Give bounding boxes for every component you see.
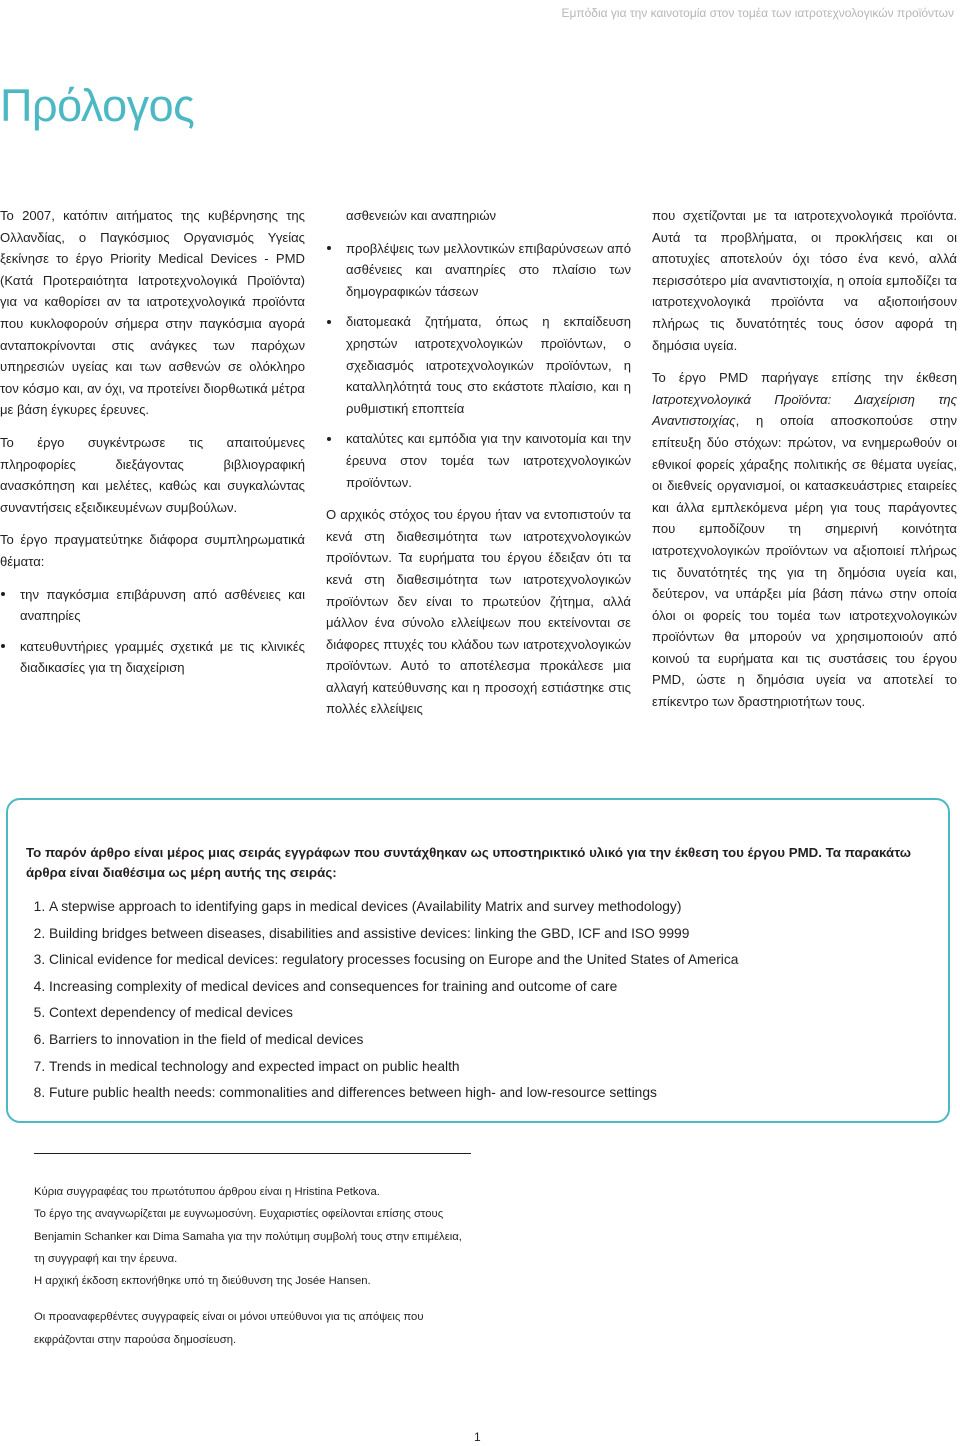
list-item: καταλύτες και εμπόδια για την καινοτομία και την έρευνα στον τομέα των ιατροτεχνολογικών προϊόντων. — [326, 428, 631, 493]
page-title: Πρόλογος — [0, 80, 195, 131]
running-header: Εμπόδια για την καινοτομία στον τομέα των ιατροτεχνολογικών προϊόντων — [561, 6, 954, 20]
series-item: 5. Context dependency of medical devices — [49, 1003, 928, 1023]
report-title: Ιατροτεχνολογικά Προϊόντα: Διαχείριση της Αναντιστοιχίας — [652, 391, 957, 429]
series-info-box — [6, 798, 950, 1123]
credit-line: Το έργο της αναγνωρίζεται με ευγνωμοσύνη. Ευχαριστίες οφείλονται επίσης στους Benjamin Schanker και Dima Samaha για την πολύτιμη συμβολή τους στην επιμέλεια, τη συγγραφή και την έρευνα. — [34, 1208, 462, 1265]
series-item: 4. Increasing complexity of medical devices and consequences for training and outcome of care — [49, 977, 928, 997]
paragraph: Το 2007, κατόπιν αιτήματος της κυβέρνησης της Ολλανδίας, ο Παγκόσμιος Οργανισμός Υγείας ξεκίνησε το έργο Priority Medical Devices - PMD (Κατά Προτεραιότητα Ιατροτεχνολογικά Προϊόντα) για να καθορίσει αν τα ιατροτεχνολογικά προϊόντα που κυκλοφορούν σήμερα στην παγκόσμια αγορά ανταποκρίνονται στις ανάγκες των παρόχων υπηρεσιών υγείας και των ασθενών σε ολόκληρο τον κόσμο και, αν όχι, να προτείνει διορθωτικά μέτρα με βάση έγκυρες έρευνες. — [0, 208, 305, 418]
series-intro: Το παρόν άρθρο είναι μέρος μιας σειράς εγγράφων που συντάχθηκαν ως υποστηρικτικό υλικό για την έκθεση του έργου PMD. Τα παρακάτω άρθρα είναι διαθέσιμα ως μέρη αυτής της σειράς: — [26, 845, 911, 880]
series-item: 8. Future public health needs: commonalities and differences between high- and low-resource settings — [49, 1083, 928, 1103]
paragraph-text: Το έργο PMD παρήγαγε επίσης την έκθεση — [652, 370, 957, 386]
list-item-continuation: ασθενειών και αναπηριών — [346, 208, 497, 223]
credits — [34, 1181, 474, 1351]
text-column-2 — [326, 205, 631, 731]
topic-list — [326, 238, 631, 494]
series-list — [26, 897, 928, 1103]
credit-line: Η αρχική έκδοση εκπονήθηκε υπό τη διεύθυνση της Josée Hansen. — [34, 1275, 371, 1288]
text-column-3 — [652, 205, 957, 724]
list-item: την παγκόσμια επιβάρυνση από ασθένειες και αναπηρίες — [0, 584, 305, 627]
list-item: κατευθυντήριες γραμμές σχετικά με τις κλινικές διαδικασίες για τη διαχείριση — [0, 636, 305, 679]
series-item: 3. Clinical evidence for medical devices: regulatory processes focusing on Europe and the United States of America — [49, 950, 928, 970]
paragraph: Το έργο συγκέντρωσε τις απαιτούμενες πληροφορίες διεξάγοντας βιβλιογραφική ανασκόπηση και μελέτες, καθώς και συγκαλώντας συναντήσεις εξειδικευμένων συμβούλων. — [0, 434, 305, 515]
credit-line: Κύρια συγγραφέας του πρωτότυπου άρθρου είναι η Hristina Petkova. — [34, 1186, 380, 1198]
series-item: 1. A stepwise approach to identifying gaps in medical devices (Availability Matrix and survey methodology) — [49, 897, 928, 917]
divider — [34, 1153, 471, 1154]
text-column-1 — [0, 205, 305, 690]
list-item: προβλέψεις των μελλοντικών επιβαρύνσεων από ασθένειες και αναπηρίες στο πλαίσιο των δημογραφικών τάσεων — [326, 238, 631, 303]
page-number: 1 — [474, 1430, 481, 1444]
series-item: 7. Trends in medical technology and expected impact on public health — [49, 1057, 928, 1077]
topic-list — [0, 584, 305, 679]
paragraph: Ο αρχικός στόχος του έργου ήταν να εντοπιστούν τα κενά στη διαθεσιμότητα των ιατροτεχνολογικών προϊόντων. Τα ευρήματα του έργου έδειξαν ότι τα κενά στη διαθεσιμότητα των ιατροτεχνολογικών προϊόντων δεν είναι το πρωτεύον ζήτημα, αλλά μάλλον ένα σύνολο ελλείψεων που εκτείνονται σε διάφορες πτυχές του κλάδου των ιατροτεχνολογικών προϊόντων. Αυτό το αποτέλεσμα προκάλεσε μια αλλαγή κατεύθυνσης και η προσοχή εστιάστηκε στις πολλές ελλείψεις — [326, 507, 631, 717]
paragraph — [652, 367, 957, 713]
series-item: 2. Building bridges between diseases, disabilities and assistive devices: linking the GBD, ICF and ISO 9999 — [49, 924, 928, 944]
list-item: διατομεακά ζητήματα, όπως η εκπαίδευση χρηστών ιατροτεχνολογικών προϊόντων, ο σχεδιασμός ιατροτεχνολογικών προϊόντων, η καταλληλότητά τους στο εκάστοτε πλαίσιο, και η ρυθμιστική εποπτεία — [326, 311, 631, 419]
paragraph: που σχετίζονται με τα ιατροτεχνολογικά προϊόντα. Αυτά τα προβλήματα, οι προκλήσεις και οι αποτυχίες αποτελούν όχι τόσο ένα κενό, αλλά περισσότερο μία αναντιστοιχία, η οποία εμποδίζει τα ιατροτεχνολογικά προϊόντα να αξιοποιήσουν πλήρως τις δυνατότητές τους όσον αφορά τη δημόσια υγεία. — [652, 208, 957, 353]
series-item: 6. Barriers to innovation in the field of medical devices — [49, 1030, 928, 1050]
spacer — [34, 1292, 474, 1306]
paragraph: Το έργο πραγματεύτηκε διάφορα συμπληρωματικά θέματα: — [0, 532, 305, 569]
paragraph-text: , η οποία αποσκοπούσε στην επίτευξη δύο στόχων: πρώτον, να ενημερωθούν οι εθνικοί φορείς χάραξης πολιτικής σε θέματα υγείας, οι διεθνείς οργανισμοί, οι κατασκευάστριες εταιρείες και άλλα εμπλεκόμενα μέρη για τους παράγοντες που εμποδίζουν τη σημερινή κοινότητα ιατροτεχνολογικών προϊόντων να αξιοποιεί πλήρως τις δυνατότητές της για τη δημόσια υγεία και, δεύτερον, να υπάρξει μία βάση πάνω στην οποία όλοι οι φορείς του τομέα των ιατροτεχνολογικών προϊόντων θα μπορούν να χρησιμοποιούν από κοινού τα ευρήματα και τις συστάσεις του έργου PMD, ώστε η δημόσια υγεία να αποτελεί το επίκεντρο των δραστηριοτήτων τους. — [652, 413, 957, 710]
disclaimer: Οι προαναφερθέντες συγγραφείς είναι οι μόνοι υπεύθυνοι για τις απόψεις που εκφράζονται στην παρούσα δημοσίευση. — [34, 1311, 424, 1346]
